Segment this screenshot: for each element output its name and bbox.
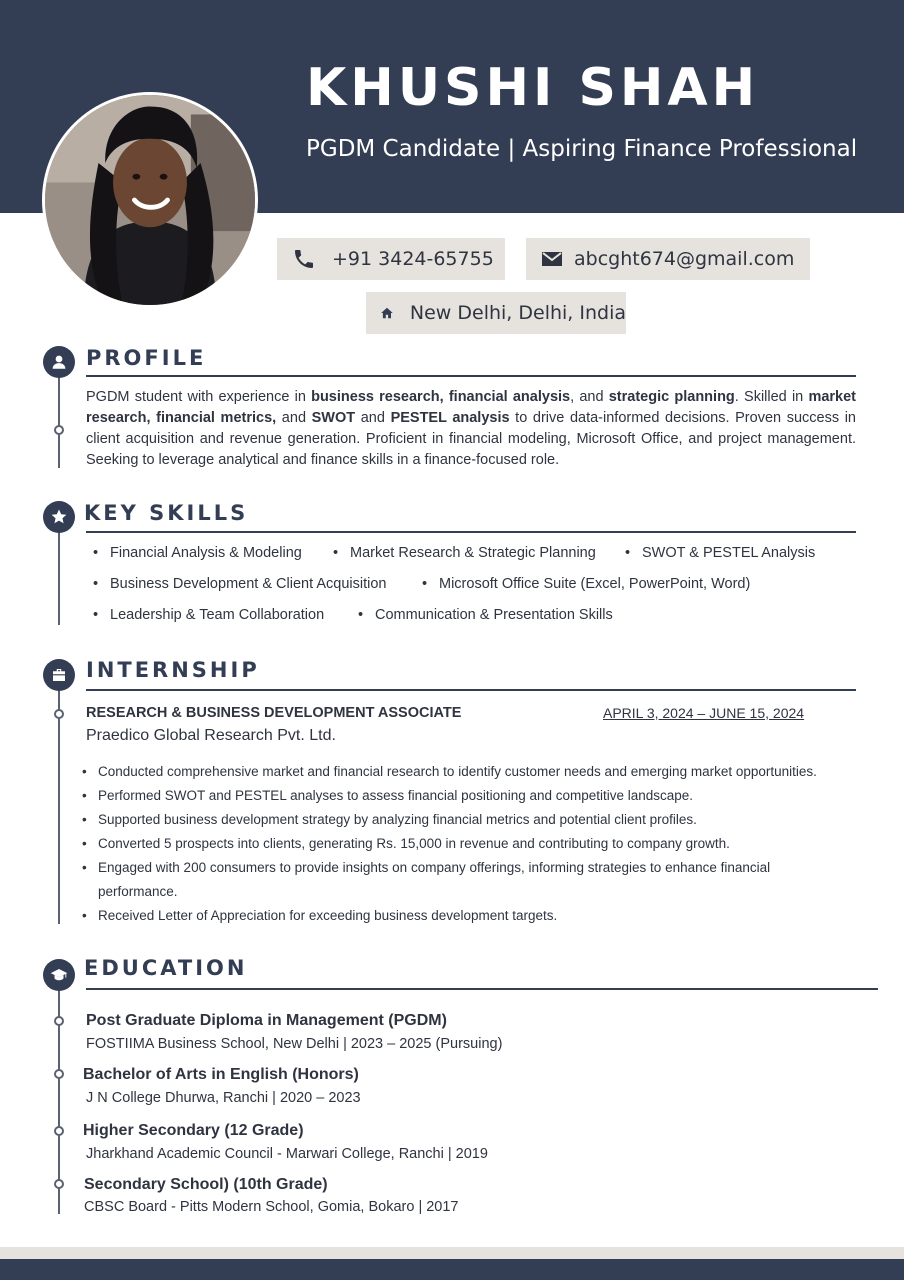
timeline-dot xyxy=(54,1069,64,1079)
user-icon xyxy=(43,346,75,378)
footer-band-light xyxy=(0,1247,904,1259)
timeline-dot xyxy=(54,425,64,435)
timeline-line-profile xyxy=(58,374,60,468)
profile-text-segment: , and xyxy=(570,389,609,405)
profile-text-segment: PGDM student with experience in xyxy=(86,389,312,405)
profile-rule xyxy=(86,375,856,377)
skills-title: KEY SKILLS xyxy=(84,501,249,525)
education-detail: FOSTIIMA Business School, New Delhi | 2023 – 2025 (Pursuing) xyxy=(86,1036,503,1052)
email-contact xyxy=(526,238,810,280)
skill-item: • Microsoft Office Suite (Excel, PowerPoint, Word) xyxy=(422,574,750,594)
profile-keyword: market research, financial metrics, xyxy=(86,389,856,426)
envelope-icon xyxy=(540,247,564,271)
education-rule xyxy=(86,988,878,990)
email-address: abcght674@gmail.com xyxy=(574,248,795,270)
list-item: • Conducted comprehensive market and financial research to identify customer needs and emerging market opportunities. xyxy=(80,760,830,784)
profile-text-segment: and xyxy=(276,410,312,426)
location-text: New Delhi, Delhi, India xyxy=(409,302,626,324)
skill-item: • SWOT & PESTEL Analysis xyxy=(625,543,815,563)
education-degree: Higher Secondary (12 Grade) xyxy=(83,1122,304,1139)
skill-item: • Financial Analysis & Modeling xyxy=(93,543,302,563)
skills-rule xyxy=(86,531,856,533)
profile-text-segment: and xyxy=(355,410,391,426)
graduation-cap-icon xyxy=(43,959,75,991)
profile-summary xyxy=(86,387,856,471)
timeline-dot xyxy=(54,1126,64,1136)
phone-number: +91 3424-65755 xyxy=(332,248,494,270)
list-item: • Performed SWOT and PESTEL analyses to assess financial positioning and competitive landscape. xyxy=(80,784,830,808)
education-detail: CBSC Board - Pitts Modern School, Gomia, Bokaro | 2017 xyxy=(84,1199,459,1215)
internship-company: Praedico Global Research Pvt. Ltd. xyxy=(86,727,336,744)
education-degree: Bachelor of Arts in English (Honors) xyxy=(83,1066,359,1083)
list-item: • Engaged with 200 consumers to provide insights on company offerings, informing strategies to enhance financial performance. xyxy=(80,856,830,904)
star-badge-icon xyxy=(43,501,75,533)
timeline-line-internship xyxy=(58,688,60,924)
timeline-dot xyxy=(54,709,64,719)
briefcase-icon xyxy=(43,659,75,691)
internship-title: INTERNSHIP xyxy=(86,658,260,682)
internship-rule xyxy=(86,689,856,691)
education-degree: Post Graduate Diploma in Management (PGDM) xyxy=(86,1012,447,1029)
skill-item: • Communication & Presentation Skills xyxy=(358,605,613,625)
list-item: • Supported business development strategy by analyzing financial metrics and potential client profiles. xyxy=(80,808,830,832)
profile-title: PROFILE xyxy=(86,346,207,370)
profile-keyword: strategic planning xyxy=(608,389,735,405)
profile-keyword: PESTEL analysis xyxy=(390,410,510,426)
list-item: • Received Letter of Appreciation for exceeding business development targets. xyxy=(80,904,830,928)
internship-dates: APRIL 3, 2024 – JUNE 15, 2024 xyxy=(603,705,805,721)
timeline-line-skills xyxy=(58,530,60,625)
profile-keyword: business research, financial analysis xyxy=(311,389,571,405)
internship-bullets xyxy=(80,760,830,928)
home-icon xyxy=(380,301,394,325)
location-contact xyxy=(366,292,626,334)
timeline-dot xyxy=(54,1179,64,1189)
profile-text-segment: . Skilled in xyxy=(734,389,809,405)
candidate-tagline: PGDM Candidate | Aspiring Finance Professional xyxy=(306,136,858,162)
skill-item: • Business Development & Client Acquisition xyxy=(93,574,386,594)
skill-item: • Market Research & Strategic Planning xyxy=(333,543,596,563)
skill-item: • Leadership & Team Collaboration xyxy=(93,605,324,625)
timeline-dot xyxy=(54,1016,64,1026)
education-detail: J N College Dhurwa, Ranchi | 2020 – 2023 xyxy=(86,1090,361,1106)
internship-role: RESEARCH & BUSINESS DEVELOPMENT ASSOCIATE xyxy=(86,705,462,721)
phone-icon xyxy=(292,247,316,271)
education-title: EDUCATION xyxy=(84,956,248,980)
list-item: • Converted 5 prospects into clients, generating Rs. 15,000 in revenue and contributing to company growth. xyxy=(80,832,830,856)
footer-band-dark xyxy=(0,1259,904,1280)
education-degree: Secondary School) (10th Grade) xyxy=(84,1176,328,1193)
profile-keyword: SWOT xyxy=(311,410,356,426)
phone-contact xyxy=(277,238,505,280)
profile-text-segment: to drive data-informed decisions. Proven success in client acquisition and revenue generation. Proficient in financial modeling, Microsoft Office, and project management. Seeking to leverage analytical and finance skills in a finance-focused role. xyxy=(86,410,856,468)
education-detail: Jharkhand Academic Council - Marwari College, Ranchi | 2019 xyxy=(86,1146,488,1162)
profile-photo xyxy=(42,92,258,308)
candidate-name: KHUSHI SHAH xyxy=(306,58,760,118)
